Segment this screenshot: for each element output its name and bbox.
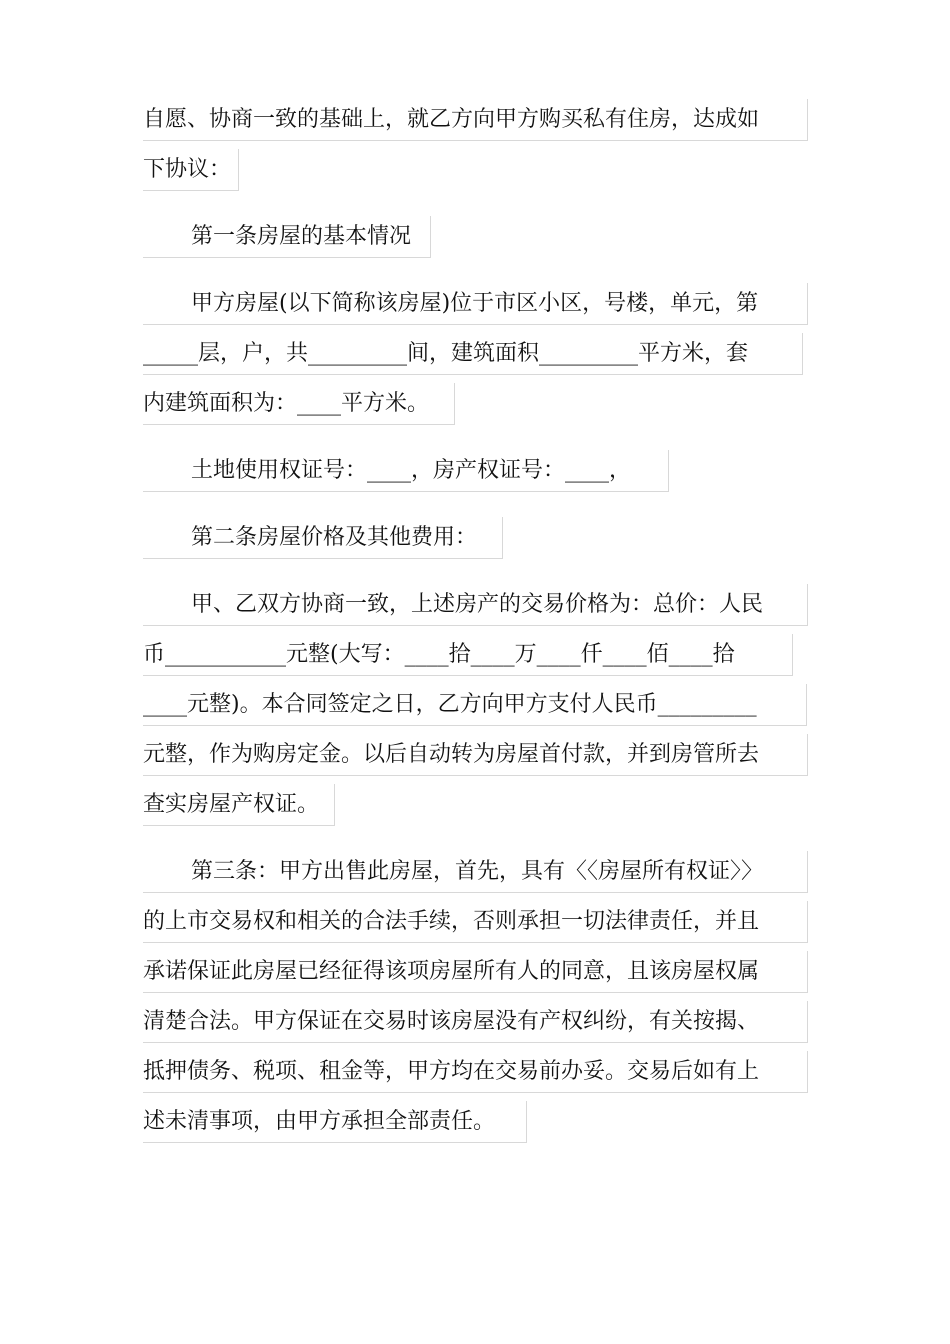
text-line: 查实房屋产权证。 (143, 784, 335, 826)
text-line: 自愿、协商一致的基础上，就乙方向甲方购买私有住房，达成如 (143, 99, 808, 141)
section-heading: 第一条房屋的基本情况 (143, 216, 431, 258)
text-line: 甲方房屋(以下简称该房屋)位于市区小区，号楼，单元，第 (143, 283, 808, 325)
text-line: 述未清事项，由甲方承担全部责任。 (143, 1101, 527, 1143)
text-line: ____元整)。本合同签定之日，乙方向甲方支付人民币_________ (143, 684, 807, 726)
text-line: 下协议： (143, 149, 239, 191)
text-line: 土地使用权证号：____，房产权证号：____， (143, 450, 669, 492)
text-line: 承诺保证此房屋已经征得该项房屋所有人的同意，且该房屋权属 (143, 951, 808, 993)
text-line: 币___________元整(大写：____拾____万____仟____佰____拾 (143, 634, 793, 676)
text-line: 清楚合法。甲方保证在交易时该房屋没有产权纠纷，有关按揭、 (143, 1001, 808, 1043)
text-line: 的上市交易权和相关的合法手续，否则承担一切法律责任，并且 (143, 901, 808, 943)
text-line: 甲、乙双方协商一致，上述房产的交易价格为：总价：人民 (143, 584, 808, 626)
text-line: 元整，作为购房定金。以后自动转为房屋首付款，并到房管所去 (143, 734, 808, 776)
text-line: _____层，户，共_________间，建筑面积_________平方米，套 (143, 333, 803, 375)
text-line: 内建筑面积为：____平方米。 (143, 383, 455, 425)
section-heading: 第二条房屋价格及其他费用： (143, 517, 503, 559)
section-heading: 第三条：甲方出售此房屋，首先，具有〈〈房屋所有权证〉〉 (143, 851, 808, 893)
text-line: 抵押债务、税项、租金等，甲方均在交易前办妥。交易后如有上 (143, 1051, 808, 1093)
